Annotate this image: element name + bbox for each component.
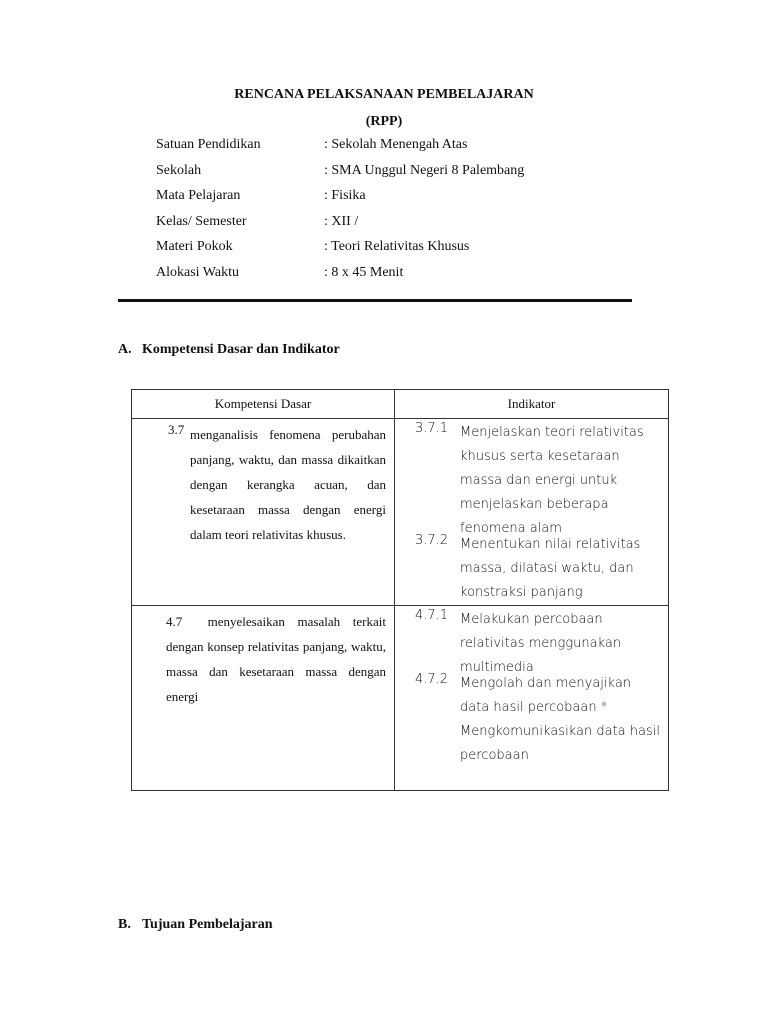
info-value: : SMA Unggul Negeri 8 Palembang xyxy=(324,162,525,178)
info-label: Mata Pelajaran xyxy=(156,188,241,203)
kd-cell xyxy=(132,419,395,606)
section-letter: B. xyxy=(118,917,131,932)
info-row xyxy=(156,137,524,163)
info-value: : Fisika xyxy=(324,188,366,203)
info-row xyxy=(156,265,524,291)
indicator-cell xyxy=(395,606,669,791)
kd-number: 4.7 xyxy=(166,614,183,629)
table-row xyxy=(132,419,669,606)
section-title: Tujuan Pembelajaran xyxy=(142,917,273,932)
table-header-row xyxy=(132,390,669,419)
info-value: : Sekolah Menengah Atas xyxy=(324,137,468,152)
section-b-heading xyxy=(118,917,273,933)
info-value: : XII / xyxy=(324,213,359,229)
indicator-item xyxy=(395,606,668,680)
section-letter: A. xyxy=(118,342,132,357)
indicator-text: Menjelaskan teori relativitas khusus serta kesetaraan massa dan energi untuk menjelaskan beberapa fenomena alam xyxy=(460,425,644,536)
kd-number: 3.7 xyxy=(168,422,185,437)
info-label: Kelas/ Semester xyxy=(156,213,247,229)
indicator-number: 4.7.2 xyxy=(415,672,449,687)
info-label: Sekolah xyxy=(156,162,202,178)
column-header-kd: Kompetensi Dasar xyxy=(132,390,395,419)
indicator-item xyxy=(395,419,668,541)
competency-table xyxy=(131,389,669,791)
info-row xyxy=(156,239,524,265)
indicator-number: 3.7.1 xyxy=(415,421,449,436)
info-value: : Teori Relativitas Khusus xyxy=(324,239,470,254)
info-row xyxy=(156,163,524,189)
section-title: Kompetensi Dasar dan Indikator xyxy=(142,342,340,357)
indicator-text: Mengolah dan menyajikan data hasil percobaan * Mengkomunikasikan data hasil percobaan xyxy=(460,676,660,763)
info-label: Alokasi Waktu xyxy=(156,264,239,280)
indicator-item xyxy=(395,533,668,605)
indicator-text: Menentukan nilai relativitas massa, dilatasi waktu, dan konstraksi panjang xyxy=(460,537,641,600)
table-row xyxy=(132,606,669,791)
indicator-text: Melakukan percobaan relativitas menggunakan multimedia xyxy=(460,612,622,675)
info-label: Satuan Pendidikan xyxy=(156,137,261,152)
header-divider xyxy=(118,299,632,302)
section-a-heading xyxy=(118,342,340,358)
indicator-item xyxy=(395,672,668,768)
indicator-number: 4.7.1 xyxy=(415,608,449,623)
document-subtitle: (RPP) xyxy=(365,114,403,129)
info-label: Materi Pokok xyxy=(156,239,233,254)
document-title: RENCANA PELAKSANAAN PEMBELAJARAN xyxy=(234,87,534,102)
indicator-number: 3.7.2 xyxy=(415,533,449,548)
info-row xyxy=(156,214,524,240)
kd-text: menganalisis fenomena perubahan panjang, waktu, dan massa dikaitkan dengan kerangka acuan, dan kesetaraan massa dengan energi dalam teori relativitas khusus. xyxy=(190,427,386,542)
indicator-cell xyxy=(395,419,669,606)
info-row xyxy=(156,188,524,214)
info-block xyxy=(156,137,524,290)
kd-text-body: menyelesaikan masalah terkait dengan konsep relativitas panjang, waktu, massa dan kesetaraan massa dengan energi xyxy=(166,614,387,704)
kd-text xyxy=(166,606,386,709)
column-header-indikator: Indikator xyxy=(395,390,669,419)
kd-cell xyxy=(132,606,395,791)
info-value: : 8 x 45 Menit xyxy=(324,264,404,280)
